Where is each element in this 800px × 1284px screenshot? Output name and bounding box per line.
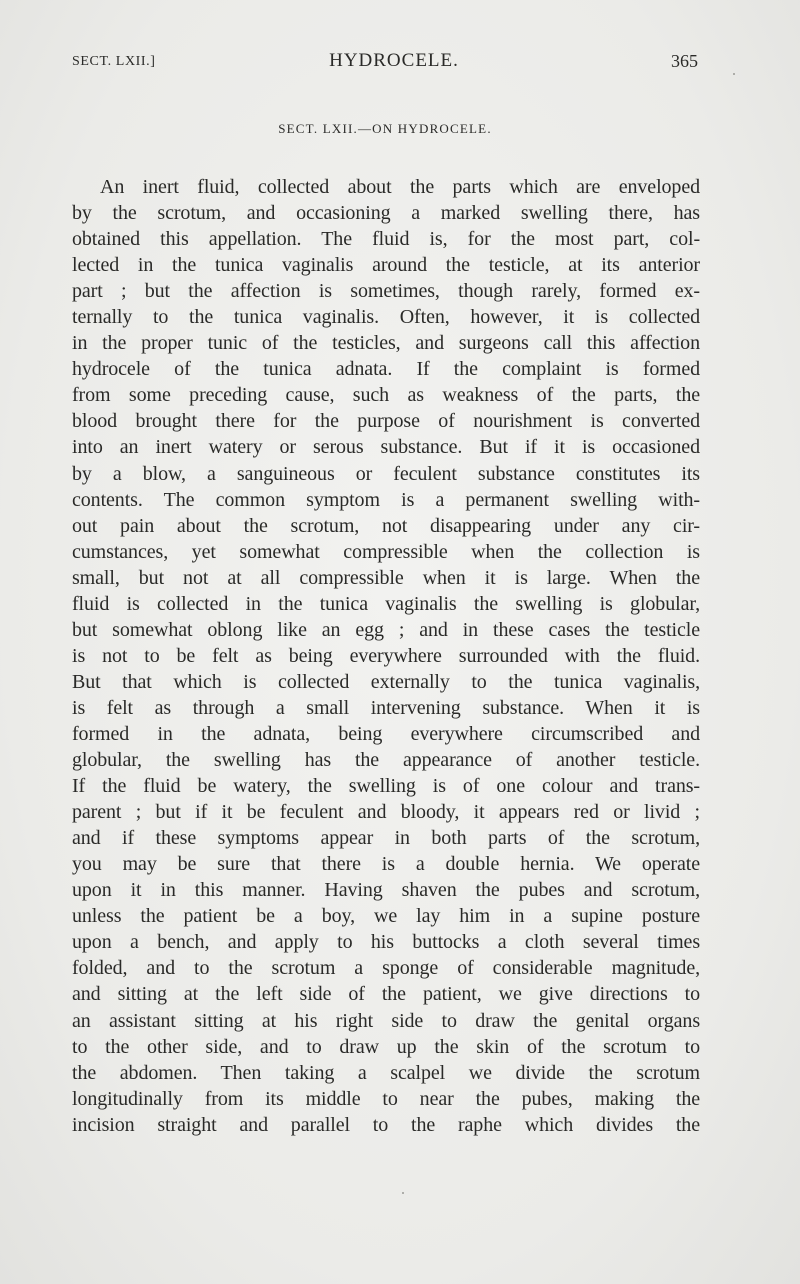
text-line: upon a bench, and apply to his buttocks a cloth several times: [72, 931, 700, 954]
text-line: cumstances, yet somewhat compressible when the collection is: [72, 540, 700, 563]
text-line: formed in the adnata, being everywhere circumscribed and: [72, 722, 700, 745]
text-line: folded, and to the scrotum a sponge of considerable magnitude,: [72, 957, 700, 980]
text-line: obtained this appellation. The fluid is, for the most part, col-: [72, 228, 700, 251]
text-line: and sitting at the left side of the patient, we give directions to: [72, 983, 700, 1006]
page-number: 365: [671, 51, 698, 71]
text-line: from some preceding cause, such as weakness of the parts, the: [72, 384, 700, 407]
body-text: [72, 174, 700, 1138]
text-line: and if these symptoms appear in both parts of the scrotum,: [72, 827, 700, 850]
text-line: out pain about the scrotum, not disappearing under any cir-: [72, 514, 700, 537]
text-line: parent ; but if it be feculent and bloody, it appears red or livid ;: [72, 801, 700, 824]
text-line: upon it in this manner. Having shaven the pubes and scrotum,: [72, 879, 700, 902]
text-line: An inert fluid, collected about the parts which are enveloped: [100, 176, 700, 198]
text-line: fluid is collected in the tunica vaginalis the swelling is globular,: [72, 592, 700, 615]
text-line: an assistant sitting at his right side to draw the genital organs: [72, 1009, 700, 1032]
running-head-title: HYDROCELE.: [329, 50, 459, 71]
text-line: longitudinally from its middle to near the pubes, making the: [72, 1087, 700, 1110]
text-line: in the proper tunic of the testicles, and surgeons call this affection: [72, 332, 700, 355]
text-line: ternally to the tunica vaginalis. Often, however, it is collected: [72, 306, 700, 329]
text-line: incision straight and parallel to the raphe which divides the: [72, 1113, 700, 1136]
running-head: [72, 50, 698, 78]
text-line: hydrocele of the tunica adnata. If the complaint is formed: [72, 358, 700, 381]
text-line: But that which is collected externally to the tunica vaginalis,: [72, 670, 700, 693]
text-line: If the fluid be watery, the swelling is of one colour and trans-: [72, 775, 700, 798]
text-line: globular, the swelling has the appearance of another testicle.: [72, 749, 700, 772]
paper-speck: [402, 1192, 404, 1194]
text-line: by a blow, a sanguineous or feculent substance constitutes its: [72, 462, 700, 485]
section-heading: SECT. LXII.—ON HYDROCELE.: [278, 121, 492, 136]
text-line: by the scrotum, and occasioning a marked swelling there, has: [72, 202, 700, 225]
text-line: but somewhat oblong like an egg ; and in these cases the testicle: [72, 618, 700, 641]
text-line: you may be sure that there is a double hernia. We operate: [72, 853, 700, 876]
text-line: is not to be felt as being everywhere surrounded with the fluid.: [72, 644, 700, 667]
text-line: blood brought there for the purpose of nourishment is converted: [72, 410, 700, 433]
text-line: unless the patient be a boy, we lay him in a supine posture: [72, 905, 700, 928]
paper-speck: [733, 73, 735, 75]
text-line: part ; but the affection is sometimes, though rarely, formed ex-: [72, 280, 700, 303]
text-line: lected in the tunica vaginalis around the testicle, at its anterior: [72, 254, 700, 277]
text-line: is felt as through a small intervening substance. When it is: [72, 696, 700, 719]
text-line: small, but not at all compressible when it is large. When the: [72, 566, 700, 589]
text-line: to the other side, and to draw up the skin of the scrotum to: [72, 1035, 700, 1058]
text-line: contents. The common symptom is a permanent swelling with-: [72, 488, 700, 511]
text-line: into an inert watery or serous substance. But if it is occasioned: [72, 436, 700, 459]
running-head-section: SECT. LXII.]: [72, 54, 156, 69]
text-line: the abdomen. Then taking a scalpel we divide the scrotum: [72, 1061, 700, 1084]
